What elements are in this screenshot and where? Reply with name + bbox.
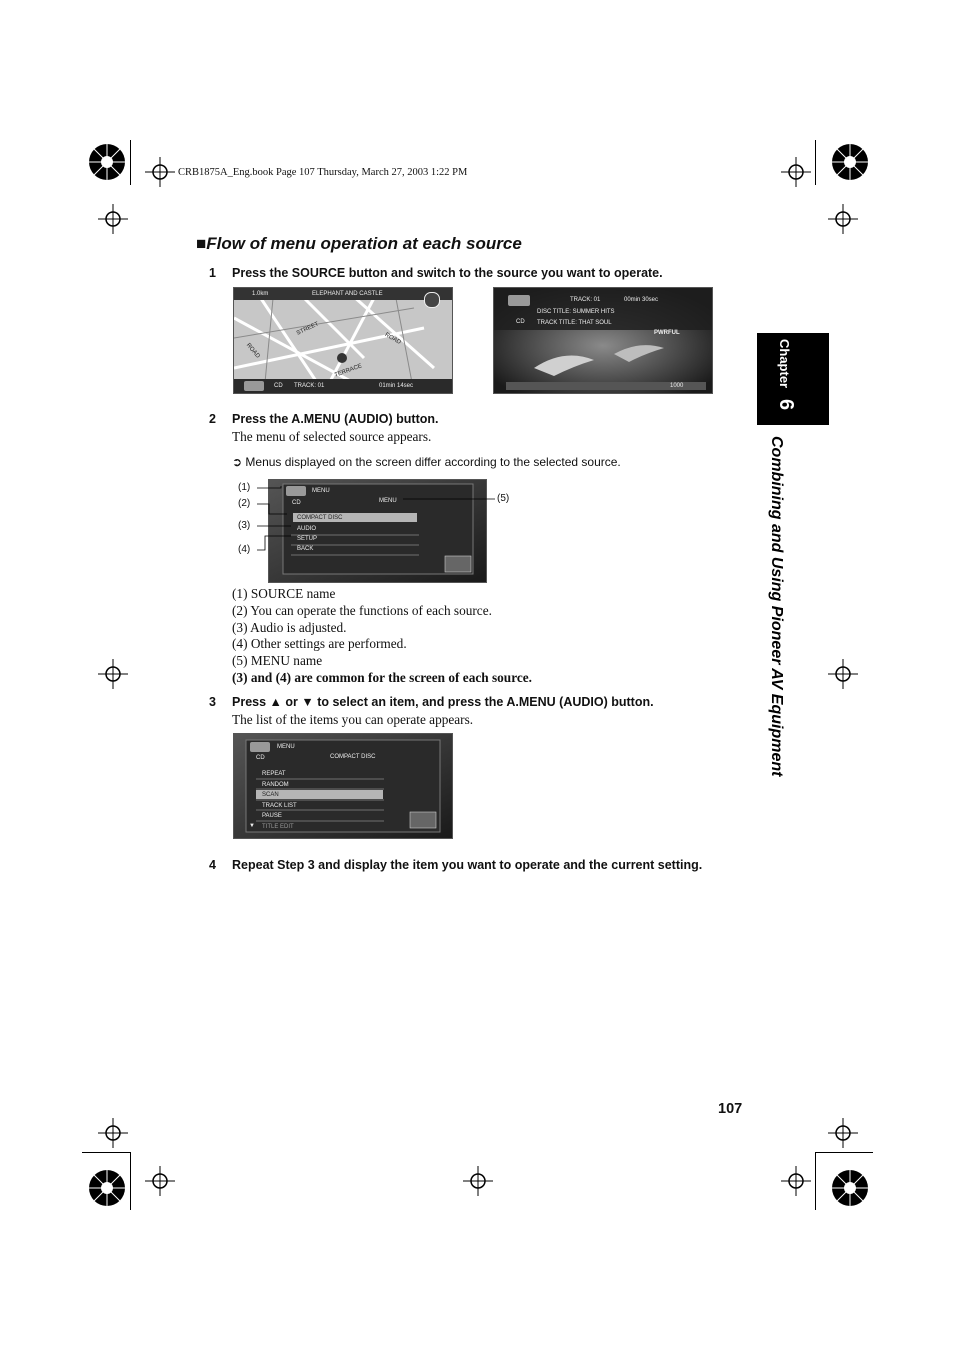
section-bullet: ■ <box>196 234 207 253</box>
disc-icon <box>250 742 270 752</box>
note-text: Menus displayed on the screen differ according to the selected source. <box>245 455 621 469</box>
map-place: ELEPHANT AND CASTLE <box>312 291 383 297</box>
list-item-pause: PAUSE <box>262 813 282 819</box>
map-road-lines <box>234 288 452 393</box>
crosshair-mark <box>98 204 128 234</box>
crop-line <box>815 1152 816 1210</box>
registration-mark-bottom-right <box>825 1163 875 1213</box>
map-screen-image <box>233 287 453 394</box>
cd-label: PWRFUL <box>654 330 680 336</box>
legend-item-1: (1) SOURCE name <box>232 586 336 601</box>
crop-line <box>82 1152 130 1153</box>
map-source: CD <box>274 383 283 389</box>
crosshair-mark <box>781 157 811 187</box>
crop-line <box>130 1152 131 1210</box>
registration-mark-top-right <box>825 137 875 187</box>
step-1-text: Press the SOURCE button and switch to the source you want to operate. <box>232 266 663 280</box>
map-distance: 1.0km <box>252 291 269 297</box>
chapter-number: 6 <box>775 399 797 411</box>
crosshair-mark <box>145 1166 175 1196</box>
registration-mark-bottom-left <box>82 1163 132 1213</box>
callout-5: (5) <box>497 493 510 504</box>
map-street-label: ROAD <box>244 342 261 360</box>
cd-time: 00min 30sec <box>624 297 659 303</box>
cd-track: TRACK: 01 <box>570 297 601 303</box>
step-4-text: Repeat Step 3 and display the item you want to operate and the current setting. <box>232 858 703 872</box>
cd-corner: 1000 <box>670 383 684 389</box>
file-info-header: CRB1875A_Eng.book Page 107 Thursday, March 27, 2003 1:22 PM <box>178 167 468 178</box>
crop-line <box>815 140 816 185</box>
legend-item-3: (3) Audio is adjusted. <box>232 620 347 635</box>
legend-item-2: (2) You can operate the functions of each source. <box>232 603 492 618</box>
crosshair-mark <box>828 1118 858 1148</box>
menu-item-setup: SETUP <box>297 536 318 542</box>
step-2-number: 2 <box>209 412 216 426</box>
crosshair-mark <box>98 1118 128 1148</box>
menu-item-audio: AUDIO <box>297 526 317 532</box>
cd-source: CD <box>516 319 525 325</box>
legend-common-note: (3) and (4) are common for the screen of each source. <box>232 670 532 685</box>
down-arrow-icon: ▼ <box>301 695 314 709</box>
cd-screen-image <box>493 287 713 394</box>
disc-icon <box>244 381 264 391</box>
section-title <box>196 234 522 254</box>
crosshair-mark <box>828 204 858 234</box>
crop-line <box>815 1152 873 1153</box>
map-bottom-bar <box>234 379 452 393</box>
page-number: 107 <box>718 1101 743 1117</box>
callout-leader-lines <box>255 480 500 560</box>
crosshair-mark <box>781 1166 811 1196</box>
map-street-label: ROAD <box>383 332 402 346</box>
legend-item-4: (4) Other settings are performed. <box>232 636 407 651</box>
step-3-text-b: or <box>281 695 302 709</box>
step-3-number: 3 <box>209 695 216 709</box>
map-time: 01min 14sec <box>379 383 414 389</box>
list-item-title-edit: TITLE EDIT <box>262 824 294 830</box>
note <box>232 455 621 469</box>
cd-disc-title: DISC TITLE: SUMMER HITS <box>537 309 615 315</box>
crop-line <box>130 140 131 185</box>
up-arrow-icon: ▲ <box>269 695 282 709</box>
chapter-tab <box>757 333 829 425</box>
callout-2: (2) <box>238 498 251 509</box>
menu-title: MENU <box>379 498 397 504</box>
scroll-down-icon: ▼ <box>249 823 255 829</box>
disc-icon <box>508 295 530 306</box>
crosshair-mark <box>463 1166 493 1196</box>
chapter-title: Combining and Using Pioneer AV Equipment <box>768 436 785 777</box>
step-2-text: Press the A.MENU (AUDIO) button. <box>232 412 439 426</box>
menu-source: CD <box>292 500 301 506</box>
legend-item-5: (5) MENU name <box>232 653 323 668</box>
crosshair-mark <box>828 659 858 689</box>
map-compass-icon <box>424 292 440 308</box>
callout-3: (3) <box>238 520 251 531</box>
map-track: TRACK: 01 <box>294 383 325 389</box>
crosshair-mark <box>98 659 128 689</box>
callout-1: (1) <box>238 482 251 493</box>
step-3-text <box>232 695 654 709</box>
registration-mark-top-left <box>82 137 132 187</box>
step-2-body: The menu of selected source appears. <box>232 429 432 444</box>
chapter-label: Chapter <box>777 339 792 389</box>
step-4-number: 4 <box>209 858 216 872</box>
crosshair-mark <box>145 157 175 187</box>
menu-item-compact-disc: COMPACT DISC <box>297 515 343 521</box>
cd-track-title: TRACK TITLE: THAT SOUL <box>537 320 612 326</box>
list-item-random: RANDOM <box>262 782 289 788</box>
arrow-icon: ➲ <box>232 455 243 469</box>
list-item-repeat: REPEAT <box>262 771 286 777</box>
step-3-body: The list of the items you can operate appears. <box>232 712 474 727</box>
step-3-text-c: to select an item, and press the A.MENU (AUDIO) button. <box>313 695 654 709</box>
list-title: COMPACT DISC <box>330 754 376 760</box>
section-title-text: Flow of menu operation at each source <box>206 234 522 253</box>
menu-item-back: BACK <box>297 546 314 552</box>
list-item-scan: SCAN <box>262 792 279 798</box>
step-1-number: 1 <box>209 266 216 280</box>
step-3-text-a: Press <box>232 695 270 709</box>
map-street-label: TERRACE <box>333 363 363 379</box>
list-menu-label: MENU <box>277 744 295 750</box>
menu-label: MENU <box>312 488 330 494</box>
list-screen-image <box>233 733 453 839</box>
map-street-label: STREET <box>295 321 320 337</box>
list-source: CD <box>256 755 265 761</box>
list-item-track-list: TRACK LIST <box>262 803 297 809</box>
callout-4: (4) <box>238 544 251 555</box>
